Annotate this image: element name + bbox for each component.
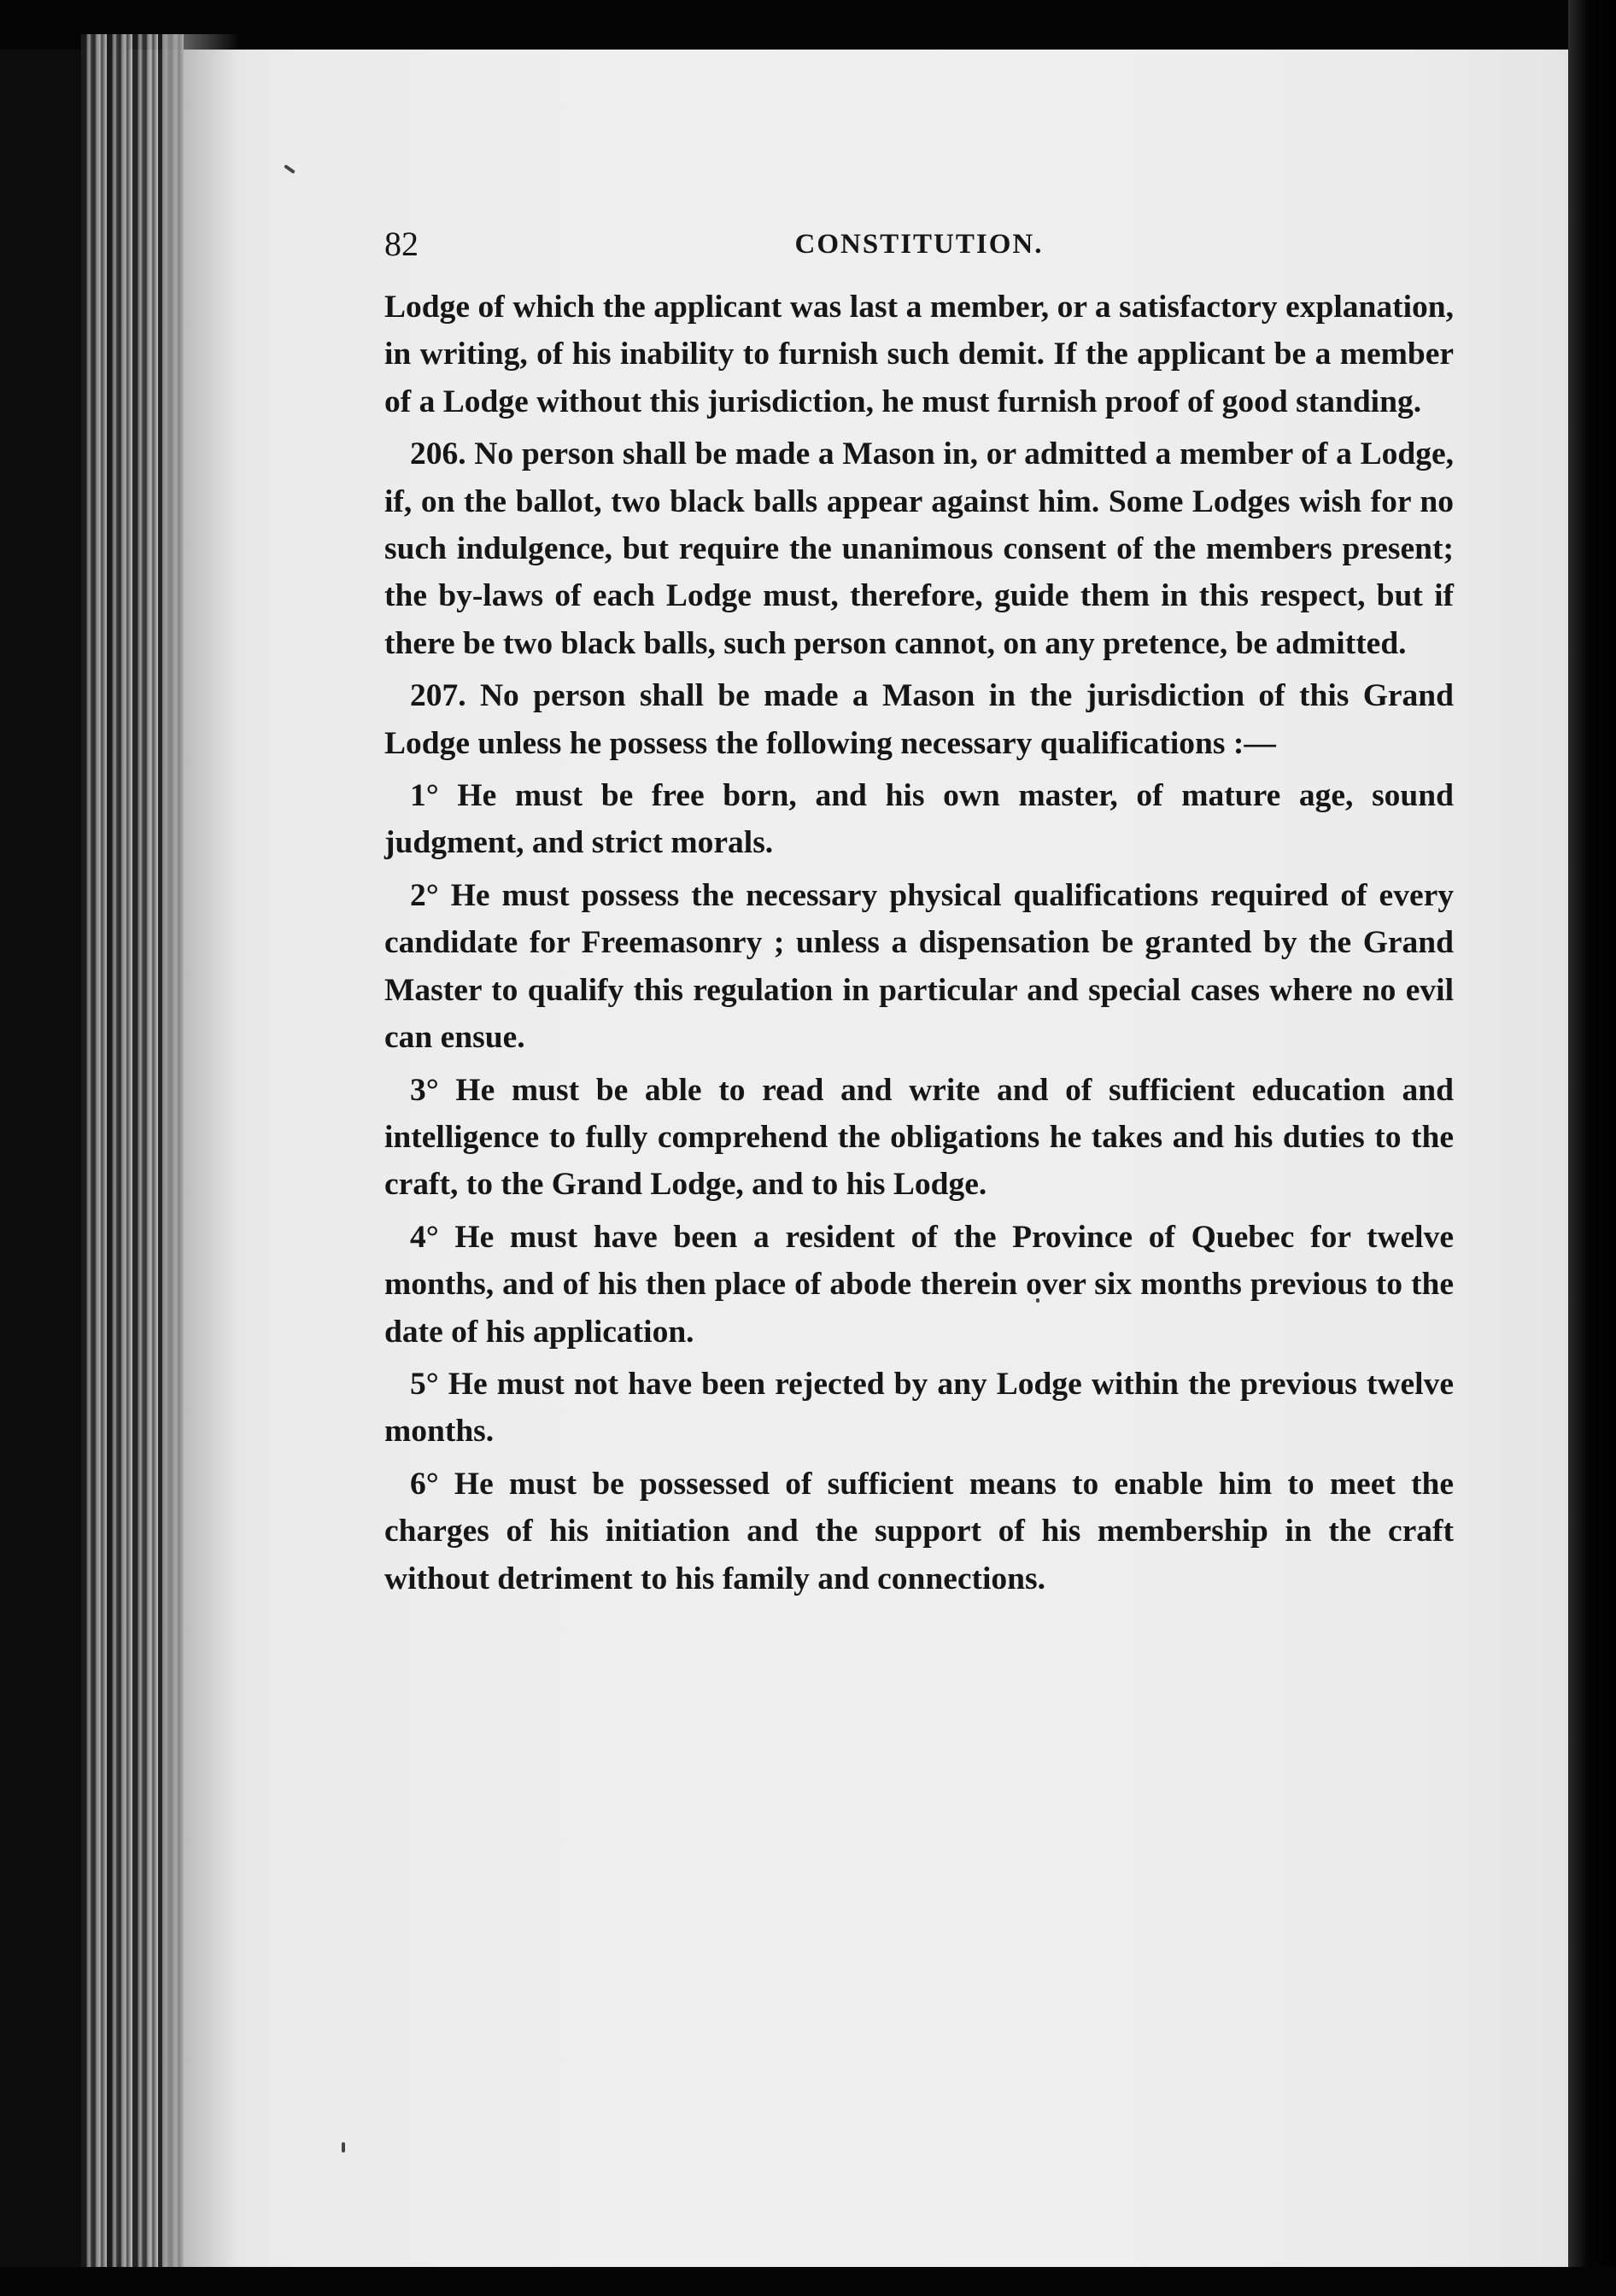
qualification-4: 4° He must have been a resident of the Province of Quebec for twelve months, and of his then place of abode therein over six months previous to the date of his application. xyxy=(384,1219,1454,1350)
section-207: 207. No person shall be made a Mason in the jurisdiction of this Grand Lodge unless he possess the following necessary qualifications :— xyxy=(384,678,1454,761)
qualification-6: 6° He must be possessed of sufficient means to enable him to meet the charges of his initiation and the support of his membership in the craft without detriment to his family and connections. xyxy=(384,1466,1454,1596)
scan-bottom-border xyxy=(0,2267,1616,2296)
scan-speck xyxy=(342,2142,345,2152)
qualification-2: 2° He must possess the necessary physical qualifications required of every candidate for Freemasonry ; unless a dispensation be granted by the Grand Master to qualify this regulation in particular and special cases where no evil can ensue. xyxy=(384,877,1454,1056)
page-number: 82 xyxy=(384,225,419,263)
scan-right-border xyxy=(1568,0,1616,2296)
section-206: 206. No person shall be made a Mason in, or admitted a member of a Lodge, if, on the ballot, two black balls appear against him. Some Lodges wish for no such indulgence, but require the unanimous consent of the members present; the by-laws of each Lodge must, therefore, guide them in this respect, but if there be two black balls, such person cannot, on any pretence, be admitted. xyxy=(384,436,1454,661)
running-title: CONSTITUTION. xyxy=(794,229,1044,260)
qualification-5: 5° He must not have been rejected by any Lodge within the previous twelve months. xyxy=(384,1366,1454,1450)
qualification-1: 1° He must be free born, and his own master, of mature age, sound judgment, and strict morals. xyxy=(384,778,1454,861)
paragraph-continuation: Lodge of which the applicant was last a member, or a satisfactory explanation, in writing, of his inability to furnish such demit. If the applicant be a member of a Lodge without this jurisdiction, he must furnish proof of good standing. xyxy=(384,290,1454,419)
running-head xyxy=(384,224,1454,278)
scan-top-border xyxy=(0,0,1616,50)
qualification-3: 3° He must be able to read and write and of sufficient education and intelligence to fully comprehend the obligations he takes and his duties to the craft, to the Grand Lodge, and to his Lodge. xyxy=(384,1072,1454,1203)
page-text-block xyxy=(384,224,1454,1602)
gutter-shadow xyxy=(162,34,239,2272)
